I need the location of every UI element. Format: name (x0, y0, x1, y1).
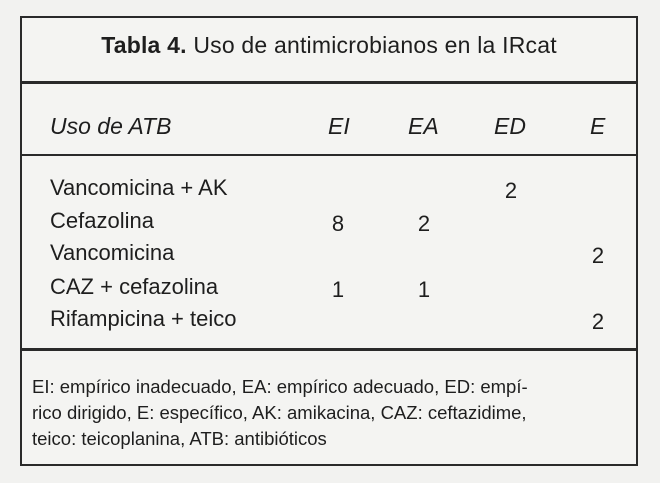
cell-ei: 1 (331, 277, 345, 302)
table-footnote (32, 374, 626, 452)
header-ed: ED (494, 113, 526, 139)
footnote-line: EI: empírico inadecuado, EA: empírico adecuado, ED: empí- (32, 376, 528, 397)
cell-e: 2 (591, 309, 605, 334)
header-rule (22, 154, 636, 156)
header-use: Uso de ATB (50, 113, 172, 139)
title-rule (22, 81, 636, 84)
footnote-rule (22, 348, 636, 351)
row-label: Vancomicina + AK (50, 175, 228, 200)
table-title-text: Uso de antimicrobianos en la IRcat (186, 32, 557, 58)
row-label: Vancomicina (50, 240, 175, 265)
row-label: Rifampicina + teico (50, 306, 237, 331)
header-ea: EA (408, 113, 439, 139)
table-title (22, 32, 636, 59)
cell-ea: 1 (417, 277, 431, 302)
row-label: Cefazolina (50, 208, 154, 233)
row-label: CAZ + cefazolina (50, 274, 219, 299)
cell-ed: 2 (504, 178, 518, 203)
cell-e: 2 (591, 243, 605, 268)
cell-ei: 8 (331, 211, 345, 236)
header-e: E (590, 113, 606, 139)
header-ei: EI (328, 113, 350, 139)
footnote-line: teico: teicoplanina, ATB: antibióticos (32, 428, 327, 449)
cell-ea: 2 (417, 211, 431, 236)
footnote-line: rico dirigido, E: específico, AK: amikacina, CAZ: ceftazidime, (32, 402, 527, 423)
table-frame (20, 16, 638, 466)
table-title-number: Tabla 4. (101, 32, 187, 58)
